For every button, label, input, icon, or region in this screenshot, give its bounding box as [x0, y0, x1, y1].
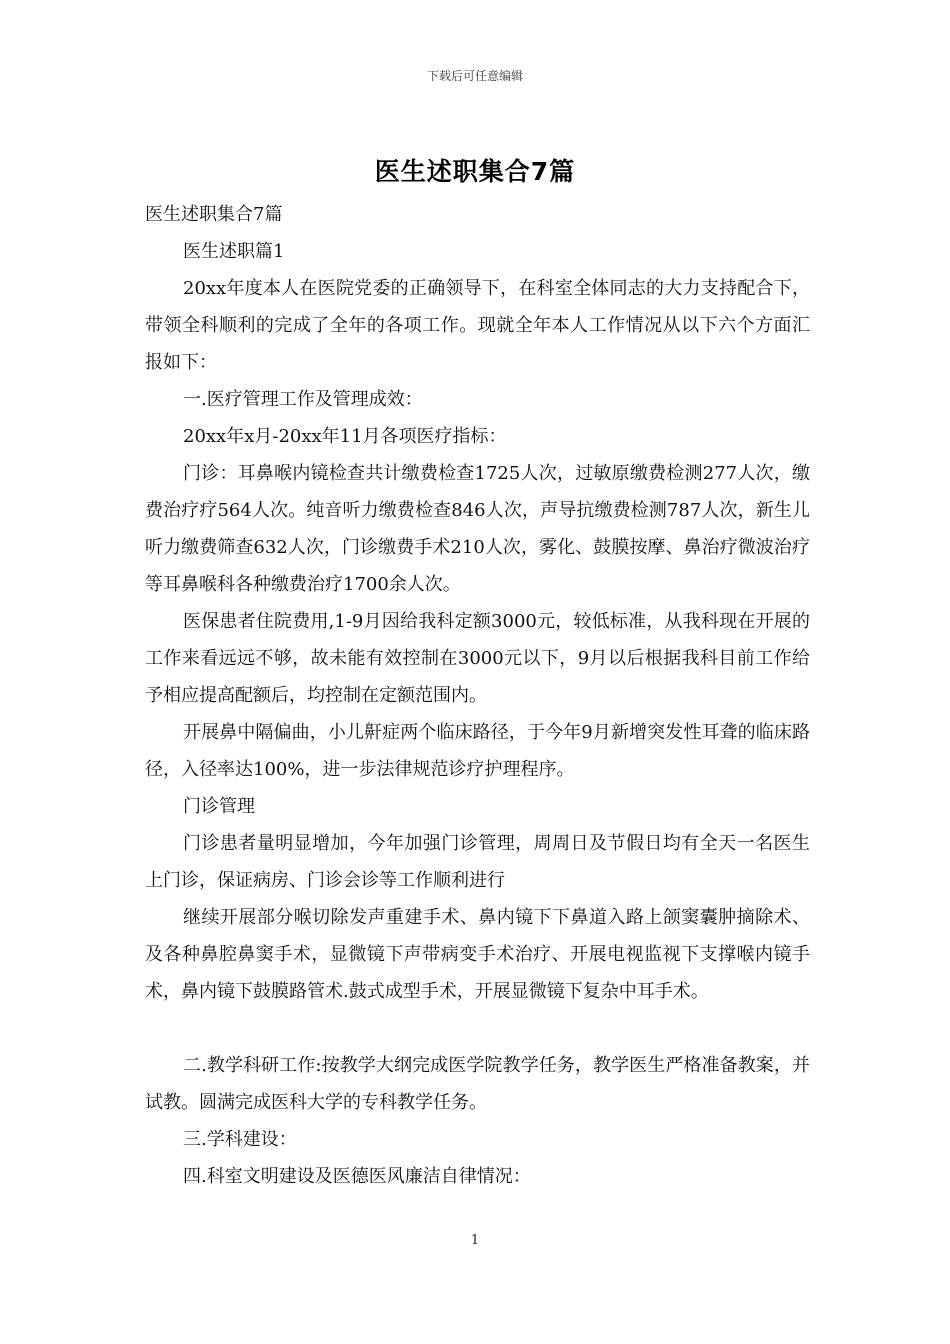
page-number: 1	[470, 1233, 480, 1248]
doc-subtitle: 医生述职集合7篇	[145, 204, 283, 225]
document-title: 医生述职集合7篇	[374, 157, 576, 186]
paragraph: 门诊患者量明显增加，今年加强门诊管理，周周日及节假日均有全天一名医生上门诊，保证病房、门诊会诊等工作顺利进行	[145, 833, 810, 891]
paragraph: 二.教学科研工作:按教学大纲完成医学院教学任务，教学医生严格准备教案，并试教。圆满完成医科大学的专科教学任务。	[145, 1055, 810, 1113]
section-heading: 门诊管理	[183, 796, 255, 817]
section-heading: 三.学科建设：	[183, 1129, 297, 1150]
paragraph: 医保患者住院费用,1-9月因给我科定额3000元，较低标准，从我科现在开展的工作来看远远不够，故未能有效控制在3000元以下，9月以后根据我科目前工作给予相应提高配额后，均控制在定额范围内。	[145, 611, 810, 706]
paragraph: 20xx年度本人在医院党委的正确领导下，在科室全体同志的大力支持配合下，带领全科顺利的完成了全年的各项工作。现就全年本人工作情况从以下六个方面汇报如下：	[145, 278, 810, 373]
paragraph: 继续开展部分喉切除发声重建手术、鼻内镜下下鼻道入路上颌窦囊肿摘除术、及各种鼻腔鼻窦手术，显微镜下声带病变手术治疗、开展电视监视下支撑喉内镜手术，鼻内镜下鼓膜路管术.鼓式成型手术，开展显微镜下复杂中耳手术。	[145, 907, 810, 1002]
document-body	[145, 196, 810, 1195]
paragraph: 开展鼻中隔偏曲，小儿鼾症两个临床路径，于今年9月新增突发性耳聋的临床路径，入径率达100%，进一步法律规范诊疗护理程序。	[145, 722, 810, 780]
paragraph: 门诊：耳鼻喉内镜检查共计缴费检查1725人次，过敏原缴费检测277人次，缴费治疗疗564人次。纯音听力缴费检查846人次，声导抗缴费检测787人次，新生儿听力缴费筛查632人次，门诊缴费手术210人次，雾化、鼓膜按摩、鼻治疗微波治疗等耳鼻喉科各种缴费治疗1700余人次。	[145, 463, 810, 595]
header-note: 下载后可任意编辑	[426, 69, 523, 83]
section-heading: 四.科室文明建设及医德医风廉洁自律情况：	[183, 1166, 531, 1187]
section-heading: 一.医疗管理工作及管理成效：	[183, 389, 423, 410]
paragraph: 20xx年x月-20xx年11月各项医疗指标：	[183, 426, 507, 447]
section-heading: 医生述职篇1	[183, 241, 285, 262]
